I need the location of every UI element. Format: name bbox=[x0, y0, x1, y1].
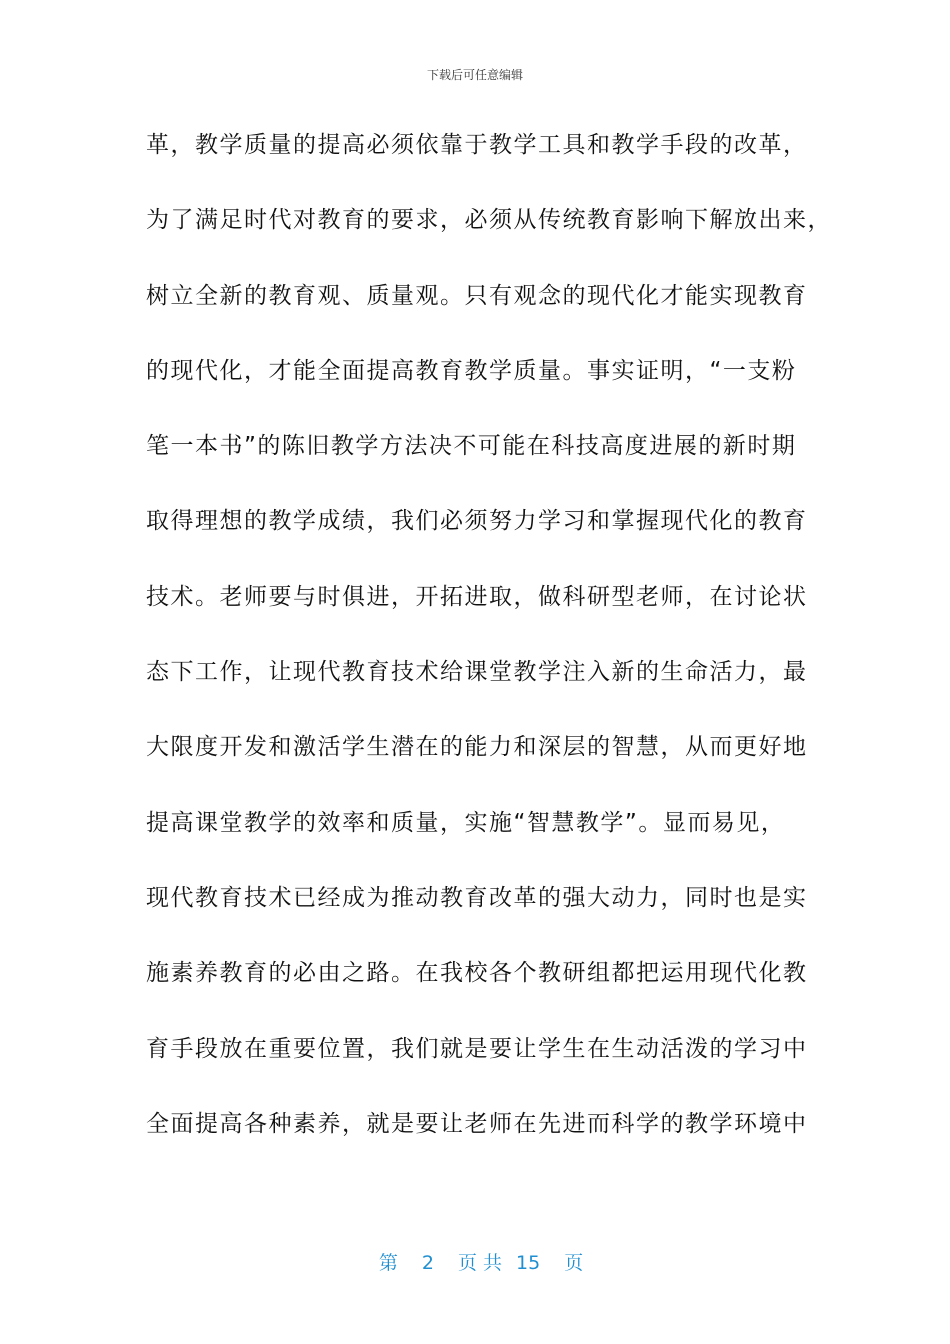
text-line: 笔一本书”的陈旧教学方法决不可能在科技高度进展的新时期 bbox=[146, 433, 797, 460]
text-line: 为了满足时代对教育的要求，必须从传统教育影响下解放出来， bbox=[146, 207, 832, 234]
total-pages-number: 15 bbox=[516, 1252, 541, 1274]
text-line: 树立全新的教育观、质量观。只有观念的现代化才能实现教育 bbox=[146, 282, 808, 309]
text-line: 取得理想的教学成绩，我们必须努力学习和掌握现代化的教育 bbox=[146, 508, 808, 535]
current-page-number: 2 bbox=[421, 1252, 434, 1274]
text-line: 的现代化，才能全面提高教育教学质量。事实证明，“一支粉 bbox=[146, 357, 797, 384]
text-line: 现代教育技术已经成为推动教育改革的强大动力，同时也是实 bbox=[146, 884, 808, 911]
text-line: 育手段放在重要位置，我们就是要让学生在生动活泼的学习中 bbox=[146, 1035, 808, 1062]
page-footer bbox=[0, 1226, 950, 1275]
page-end-label: 页 bbox=[564, 1252, 584, 1274]
text-line: 提高课堂教学的效率和质量，实施“智慧教学”。显而易见， bbox=[146, 809, 786, 836]
text-line: 态下工作，让现代教育技术给课堂教学注入新的生命活力，最 bbox=[146, 659, 808, 686]
text-line: 技术。老师要与时俱进，开拓进取，做科研型老师，在讨论状 bbox=[146, 583, 808, 610]
text-line: 全面提高各种素养，就是要让老师在先进而科学的教学环境中 bbox=[146, 1110, 808, 1137]
page-label: 第 bbox=[378, 1252, 398, 1274]
total-label: 页 共 bbox=[457, 1252, 503, 1274]
text-line: 革，教学质量的提高必须依靠于教学工具和教学手段的改革， bbox=[146, 132, 808, 158]
text-line: 施素养教育的必由之路。在我校各个教研组都把运用现代化教 bbox=[146, 960, 808, 987]
document-body bbox=[146, 120, 832, 1174]
text-line: 大限度开发和激活学生潜在的能力和深层的智慧，从而更好地 bbox=[146, 734, 808, 761]
page-header: 下载后可任意编辑 bbox=[426, 68, 523, 82]
